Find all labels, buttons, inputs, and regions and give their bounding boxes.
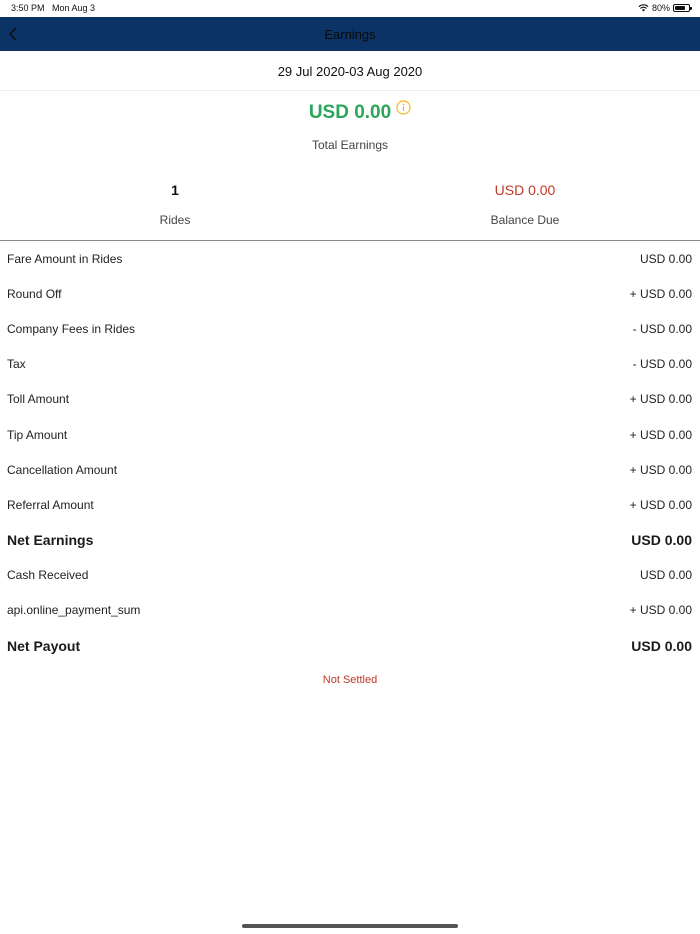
row-value: USD 0.00: [639, 568, 692, 583]
row-value: + USD 0.00: [629, 497, 692, 512]
row-cash-received: [0, 558, 700, 593]
row-value: USD 0.00: [639, 251, 692, 266]
row-label: Fare Amount in Rides: [7, 251, 123, 266]
row-label: Toll Amount: [7, 392, 70, 407]
row-company-fees: [0, 311, 700, 346]
row-label: Net Earnings: [7, 532, 94, 549]
row-label: Tax: [7, 357, 26, 372]
row-online-payment: [0, 593, 700, 628]
battery-icon: [673, 4, 690, 12]
rides-count: 1: [171, 182, 179, 198]
total-earnings-amount: USD 0.00: [308, 102, 392, 123]
row-cancellation-amount: [0, 452, 700, 487]
row-label: Round Off: [7, 286, 62, 301]
row-tax: [0, 347, 700, 382]
divider: [0, 90, 700, 91]
info-icon[interactable]: [396, 100, 411, 115]
row-label: api.online_payment_sum: [7, 603, 141, 618]
status-date: Mon Aug 3: [52, 3, 96, 13]
row-value: - USD 0.00: [632, 357, 692, 372]
row-value: - USD 0.00: [632, 321, 692, 336]
status-right: [638, 3, 690, 13]
wifi-icon: [638, 4, 649, 12]
row-toll-amount: [0, 382, 700, 417]
date-range[interactable]: 29 Jul 2020-03 Aug 2020: [277, 64, 423, 79]
row-value: USD 0.00: [631, 532, 692, 549]
row-value: + USD 0.00: [629, 392, 692, 407]
row-tip-amount: [0, 417, 700, 452]
row-round-off: [0, 276, 700, 311]
row-value: USD 0.00: [631, 637, 692, 654]
balance-due-amount: USD 0.00: [494, 182, 556, 198]
row-net-earnings: [0, 523, 700, 558]
row-net-payout: [0, 628, 700, 663]
row-value: + USD 0.00: [629, 462, 692, 477]
row-fare-amount: [0, 241, 700, 276]
row-label: Cancellation Amount: [7, 462, 118, 477]
row-label: Referral Amount: [7, 497, 94, 512]
row-value: + USD 0.00: [629, 286, 692, 301]
row-label: Cash Received: [7, 568, 89, 583]
nav-bar: [0, 17, 700, 51]
battery-percent: 80%: [651, 3, 670, 13]
status-bar: [0, 0, 700, 17]
row-label: Tip Amount: [7, 427, 68, 442]
home-indicator[interactable]: [242, 924, 458, 928]
row-referral-amount: [0, 487, 700, 522]
row-value: + USD 0.00: [629, 603, 692, 618]
row-value: + USD 0.00: [629, 427, 692, 442]
status-time: 3:50 PM: [11, 3, 45, 13]
total-earnings-label: Total Earnings: [311, 138, 389, 152]
settlement-status: Not Settled: [322, 674, 378, 686]
rides-label: Rides: [159, 213, 191, 227]
row-label: Net Payout: [7, 637, 81, 654]
page-title: Earnings: [324, 27, 376, 42]
row-label: Company Fees in Rides: [7, 321, 136, 336]
earnings-breakdown: [0, 241, 700, 663]
balance-due-label: Balance Due: [490, 213, 560, 227]
